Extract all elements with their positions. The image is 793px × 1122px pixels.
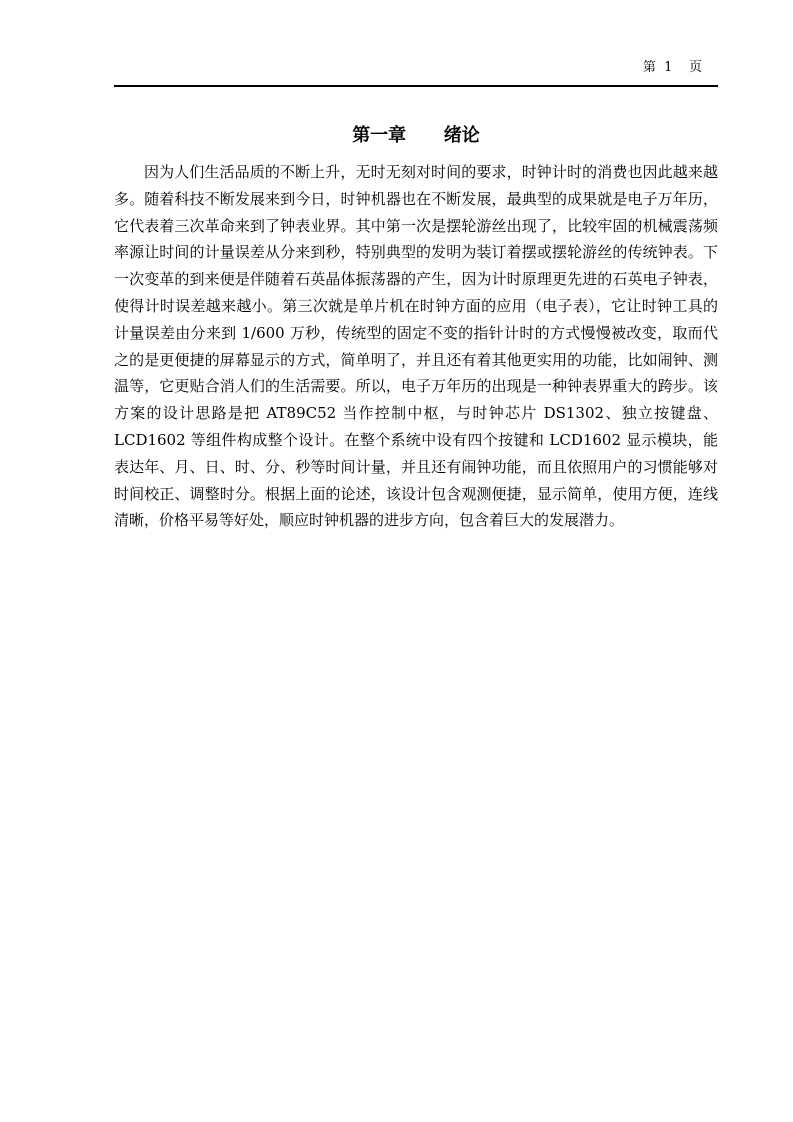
page-header: [114, 56, 718, 86]
header-rule: [114, 85, 718, 87]
body-paragraph: 因为人们生活品质的不断上升，无时无刻对时间的要求，时钟计时的消费也因此越来越多。随着科技不断发展来到今日，时钟机器也在不断发展，最典型的成果就是电子万年历，它代表着三次革命来到了钟表业界。其中第一次是摆轮游丝出现了，比较牢固的机械震荡频率源让时间的计量误差从分来到秒，特别典型的发明为装订着摆或摆轮游丝的传统钟表。下一次变革的到来便是伴随着石英晶体振荡器的产生，因为计时原理更先进的石英电子钟表，使得计时误差越来越小。第三次就是单片机在时钟方面的应用（电子表），它让时钟工具的计量误差由分来到 1/600 万秒，传统型的固定不变的指针计时的方式慢慢被改变，取而代之的是更便捷的屏幕显示的方式，简单明了，并且还有着其他更实用的功能，比如闹钟、测温等，它更贴合消人们的生活需要。所以，电子万年历的出现是一种钟表界重大的跨步。该方案的设计思路是把 AT89C52 当作控制中枢，与时钟芯片 DS1302、独立按键盘、LCD1602 等组件构成整个设计。在整个系统中设有四个按键和 LCD1602 显示模块，能表达年、月、日、时、分、秒等时间计量，并且还有闹钟功能，而且依照用户的习惯能够对时间校正、调整时分。根据上面的论述，该设计包含观测便捷，显示简单，使用方便，连线清晰，价格平易等好处，顺应时钟机器的进步方向，包含着巨大的发展潜力。: [114, 163, 718, 530]
page-number: 第 1 页: [642, 60, 702, 75]
chapter-title: 第一章 绪论: [352, 125, 480, 146]
